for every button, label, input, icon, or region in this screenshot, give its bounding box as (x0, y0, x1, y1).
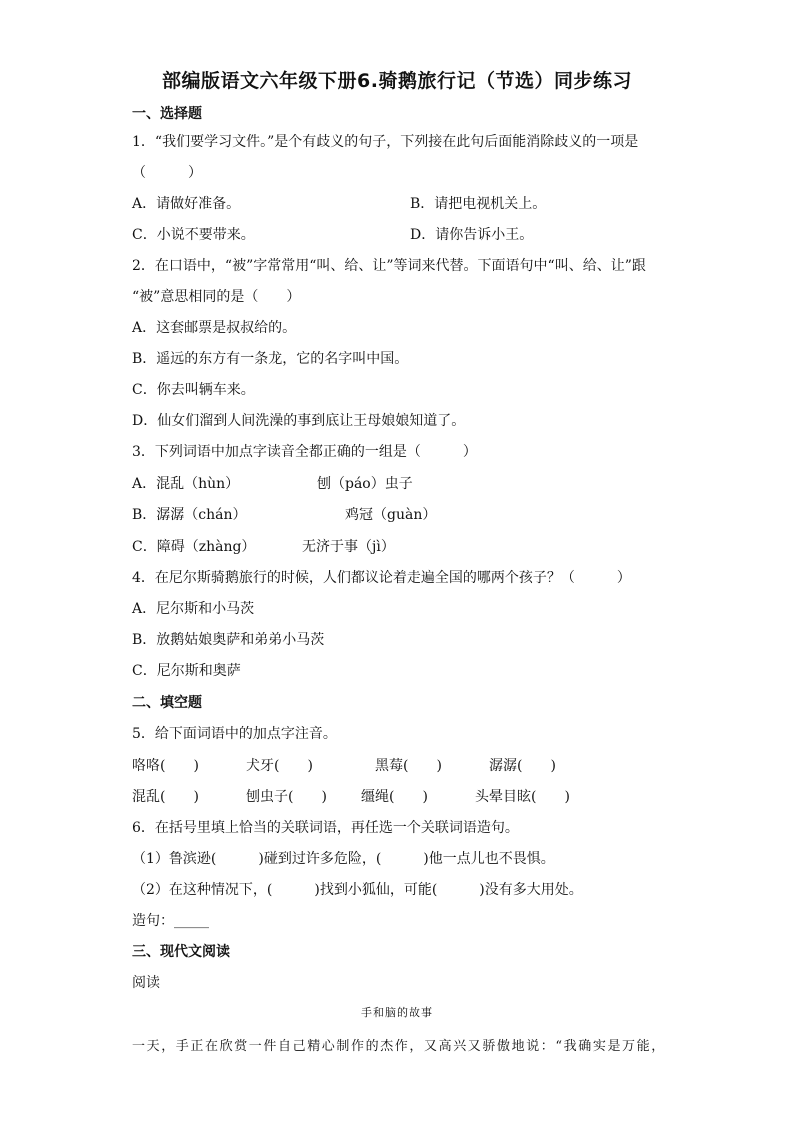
q3-option-a-word2: 刨（páo）虫子 (317, 476, 413, 492)
q5-item: 混乱( ) (132, 789, 199, 805)
q6-stem: 6．在括号里填上恰当的关联词语，再任选一个关联词语造句。 (132, 820, 519, 836)
q2-option-d: D．仙女们溜到人间洗澡的事到底让王母娘娘知道了。 (132, 413, 466, 429)
q2-option-b: B．遥远的东方有一条龙，它的名字叫中国。 (132, 351, 409, 367)
q5-stem: 5．给下面词语中的加点字注音。 (132, 726, 337, 742)
q1-option-b: B．请把电视机关上。 (410, 196, 547, 212)
q1-option-c: C．小说不要带来。 (132, 227, 255, 243)
q5-item: 黑莓( ) (375, 758, 442, 774)
article-first-line: 一天，手正在欣赏一件自己精心制作的杰作，又高兴又骄傲地说：“我确实是万能， (132, 1039, 666, 1054)
q2-stem-line2: “被”意思相同的是（ ） (132, 289, 301, 305)
q3-stem: 3．下列词语中加点字读音全都正确的一组是（ ） (132, 444, 477, 460)
q4-option-a: A．尼尔斯和小马茨 (132, 601, 255, 617)
page-title: 部编版语文六年级下册6.骑鹅旅行记（节选）同步练习 (162, 70, 632, 92)
q6-make-sentence: 造句：_____ (132, 913, 209, 929)
q1-stem-line2: （ ） (132, 165, 202, 181)
q4-option-c: C．尼尔斯和奥萨 (132, 663, 241, 679)
q4-stem: 4．在尼尔斯骑鹅旅行的时候，人们都议论着走遍全国的哪两个孩子？（ ） (132, 570, 631, 586)
q1-stem-line1: 1．“我们要学习文件。”是个有歧义的句子，下列接在此句后面能消除歧义的一项是 (132, 134, 639, 150)
q1-option-d: D．请你告诉小王。 (410, 227, 534, 243)
q6-sentence-1: （1）鲁滨逊( )碰到过许多危险，( )他一点儿也不畏惧。 (132, 851, 555, 867)
q5-item: 刨虫子( ) (246, 789, 327, 805)
q1-option-a: A．请做好准备。 (132, 196, 241, 212)
q6-sentence-2: （2）在这种情况下，( )找到小狐仙，可能( )没有多大用处。 (132, 882, 583, 898)
q5-item: 缰绳( ) (361, 789, 428, 805)
q3-option-c-word1: C．障碍（zhàng） (132, 539, 256, 555)
q3-option-b-word2: 鸡冠（guàn） (345, 507, 437, 523)
q5-item: 潺潺( ) (489, 758, 556, 774)
q3-option-b-word1: B．潺潺（chán） (132, 507, 247, 523)
q3-option-a-word1: A．混乱（hùn） (132, 476, 240, 492)
q2-option-c: C．你去叫辆车来。 (132, 382, 255, 398)
q5-item: 咯咯( ) (132, 758, 199, 774)
section-heading-reading: 三、现代文阅读 (132, 944, 230, 960)
q3-option-c-word2: 无济于事（jì） (302, 539, 395, 555)
q2-option-a: A．这套邮票是叔叔给的。 (132, 320, 297, 336)
q4-option-b: B．放鹅姑娘奥萨和弟弟小马茨 (132, 632, 325, 648)
reading-label: 阅读 (132, 975, 160, 991)
section-heading-choice: 一、选择题 (132, 106, 202, 122)
q2-stem-line1: 2．在口语中，“被”字常常用“叫、给、让”等词来代替。下面语句中“叫、给、让”跟 (132, 258, 646, 274)
q5-item: 犬牙( ) (246, 758, 313, 774)
article-title: 手和脑的故事 (361, 1006, 433, 1019)
section-heading-fill: 二、填空题 (132, 695, 202, 711)
q5-item: 头晕目眩( ) (475, 789, 570, 805)
